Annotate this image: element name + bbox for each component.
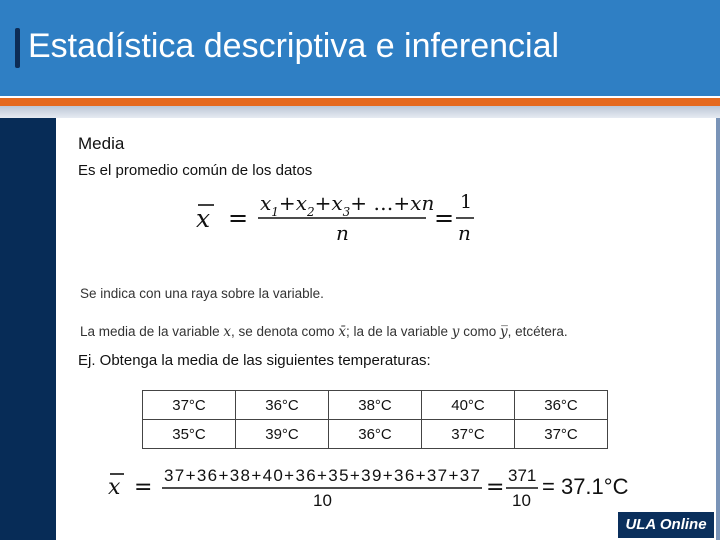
example-sum-denominator: 10 [512, 491, 531, 510]
orange-divider [0, 98, 720, 106]
table-row [143, 391, 608, 420]
table-cell: 35°C [143, 420, 236, 449]
right-edge [716, 118, 720, 540]
svg-text:=: = [486, 475, 505, 500]
formula-denominator: n [336, 221, 349, 245]
svg-text:=: = [434, 204, 455, 232]
example-formula [104, 462, 664, 514]
title-bar [0, 0, 720, 96]
notation-note: Se indica con una raya sobre la variable. [80, 286, 324, 301]
formula-rhs-denominator: n [458, 221, 471, 245]
table-cell: 38°C [329, 391, 422, 420]
table-cell: 37°C [422, 420, 515, 449]
table-row [143, 420, 608, 449]
table-cell: 39°C [236, 420, 329, 449]
definition-text: Es el promedio común de los datos [78, 162, 313, 179]
table-cell: 36°C [515, 391, 608, 420]
table-cell: 37°C [143, 391, 236, 420]
table-cell: 36°C [329, 420, 422, 449]
svg-text:=: = [134, 475, 153, 500]
slide-title: Estadística descriptiva e inferencial [28, 27, 560, 65]
table-cell: 37°C [515, 420, 608, 449]
svg-text:=: = [228, 204, 249, 232]
left-side-bar [0, 118, 56, 540]
example-prompt: Ej. Obtenga la media de las siguientes temperaturas: [78, 352, 431, 369]
title-accent [15, 28, 20, 68]
table-cell: 36°C [236, 391, 329, 420]
gradient-strip [0, 106, 720, 118]
example-numerator: 37+36+38+40+36+35+39+36+37+37 [164, 466, 480, 485]
example-lhs-x: x [108, 475, 121, 500]
section-heading: Media [78, 134, 125, 153]
example-result: = 37.1°C [542, 474, 629, 499]
mean-formula [190, 188, 490, 250]
formula-lhs-x: x [196, 204, 211, 233]
ula-online-logo: ULA Online [618, 512, 714, 538]
formula-numerator: $x_1+x_2+x_3+$ …+xn [260, 191, 435, 219]
formula-rhs-numerator: 1 [460, 191, 473, 213]
example-sum: 371 [508, 466, 537, 485]
temperature-table [142, 390, 608, 449]
table-cell: 40°C [422, 391, 515, 420]
notation-example: La media de la variable x, se denota como x̄; la de la variable y como y̅, etcétera. [80, 324, 568, 340]
example-denominator: 10 [313, 491, 332, 510]
